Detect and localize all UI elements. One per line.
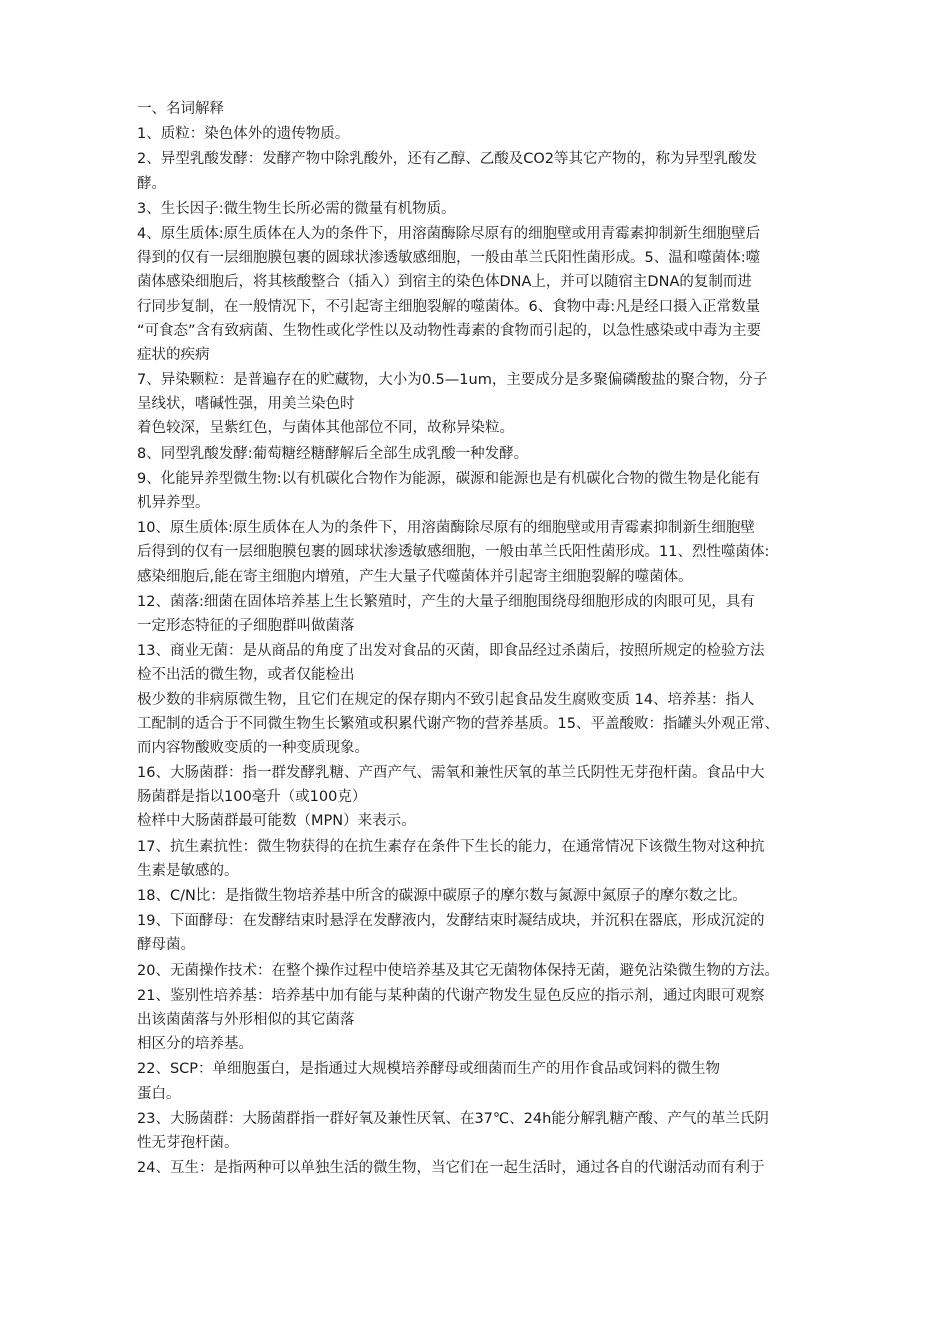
text-line: 相区分的培养基。 bbox=[137, 1036, 253, 1053]
text-line: 18、C/N比：是指微生物培养基中所含的碳源中碳原子的摩尔数与氮源中氮原子的摩尔数之比。 bbox=[137, 888, 747, 904]
text-line: 酵母菌。 bbox=[137, 937, 195, 954]
text-line: “可食态”含有致病菌、生物性或化学性以及动物性毒素的食物而引起的，以急性感染或中毒为主要 bbox=[137, 322, 762, 339]
text-line: 3、生长因子:微生物生长所必需的微量有机物质。 bbox=[137, 200, 456, 217]
text-line: 出该菌菌落与外形相似的其它菌落 bbox=[137, 1011, 355, 1028]
text-line: 菌体感染细胞后，将其核酸整合（插入）到宿主的染色体DNA上，并可以随宿主DNA的复制而进 bbox=[137, 274, 752, 291]
text-line: 7、异染颗粒：是普遍存在的贮藏物，大小为0.5—1um，主要成分是多聚偏磷酸盐的聚合物，分子 bbox=[137, 372, 768, 389]
text-line: 生素是敏感的。 bbox=[137, 862, 239, 879]
text-line: 蛋白。 bbox=[137, 1085, 181, 1102]
text-line: 检不出活的微生物，或者仅能检出 bbox=[137, 667, 355, 684]
text-line: 得到的仅有一层细胞膜包裹的圆球状渗透敏感细胞，一般由革兰氏阳性菌形成。5、温和噬菌体:噬 bbox=[137, 250, 761, 267]
text-line: 21、鉴别性培养基：培养基中加有能与某种菌的代谢产物发生显色反应的指示剂，通过肉眼可观察 bbox=[137, 987, 765, 1004]
text-line: 10、原生质体:原生质体在人为的条件下，用溶菌酶除尽原有的细胞壁或用青霉素抑制新生细胞壁 bbox=[137, 520, 755, 537]
document-body bbox=[137, 97, 837, 1180]
text-line: 2、异型乳酸发酵：发酵产物中除乳酸外，还有乙醇、乙酸及CO2等其它产物的，称为异型乳酸发 bbox=[137, 151, 757, 168]
text-line: 12、菌落:细菌在固体培养基上生长繁殖时，产生的大量子细胞围绕母细胞形成的肉眼可见，具有 bbox=[137, 593, 755, 610]
text-line: 感染细胞后,能在寄主细胞内增殖，产生大量子代噬菌体并引起寄主细胞裂解的噬菌体。 bbox=[137, 568, 693, 585]
text-line: 呈线状，嗜碱性强，用美兰染色时 bbox=[137, 396, 355, 413]
section-heading: 一、名词解释 bbox=[137, 101, 224, 117]
text-line: 工配制的适合于不同微生物生长繁殖或积累代谢产物的营养基质。15、平盖酸败：指罐头外观正常、 bbox=[137, 715, 779, 732]
text-line: 而内容物酸败变质的一种变质现象。 bbox=[137, 739, 369, 756]
text-line: 13、商业无菌：是从商品的角度了出发对食品的灭菌，即食品经过杀菌后，按照所规定的检验方法 bbox=[137, 643, 765, 660]
text-line: 后得到的仅有一层细胞膜包裹的圆球状渗透敏感细胞，一般由革兰氏阳性菌形成。11、烈性噬菌体: bbox=[137, 544, 770, 561]
text-line: 22、SCP：单细胞蛋白，是指通过大规模培养酵母或细菌而生产的用作食品或饲料的微生物 bbox=[137, 1061, 721, 1078]
text-line: 4、原生质体:原生质体在人为的条件下，用溶菌酶除尽原有的细胞壁或用青霉素抑制新生细胞壁后 bbox=[137, 225, 761, 242]
text-line: 20、无菌操作技术：在整个操作过程中使培养基及其它无菌物体保持无菌，避免沾染微生物的方法。 bbox=[137, 962, 779, 979]
text-line: 19、下面酵母：在发酵结束时悬浮在发酵液内，发酵结束时凝结成块，并沉积在器底，形成沉淀的 bbox=[137, 913, 765, 930]
text-line: 症状的疾病 bbox=[137, 346, 210, 363]
text-line: 8、同型乳酸发酵:葡萄糖经糖酵解后全部生成乳酸一种发酵。 bbox=[137, 445, 529, 462]
text-line: 17、抗生素抗性：微生物获得的在抗生素存在条件下生长的能力，在通常情况下该微生物对这种抗 bbox=[137, 838, 765, 855]
text-line: 酵。 bbox=[137, 175, 166, 192]
text-line: 23、大肠菌群：大肠菌群指一群好氧及兼性厌氧、在37℃、24h能分解乳糖产酸、产气的革兰氏阴 bbox=[137, 1110, 769, 1127]
text-line: 16、大肠菌群：指一群发酵乳糖、产酉产气、需氧和兼性厌氧的革兰氏阴性无芽孢杆菌。食品中大 bbox=[137, 765, 765, 782]
text-line: 极少数的非病原微生物，且它们在规定的保存期内不致引起食品发生腐败变质 14、培养基：指人 bbox=[137, 691, 755, 708]
text-line: 1、质粒：染色体外的遗传物质。 bbox=[137, 126, 350, 143]
text-line: 行同步复制，在一般情况下，不引起寄主细胞裂解的噬菌体。6、食物中毒:凡是经口摄入正常数量 bbox=[137, 298, 761, 315]
text-line: 9、化能异养型微生物:以有机碳化合物作为能源，碳源和能源也是有机碳化合物的微生物是化能有 bbox=[137, 470, 761, 487]
text-line: 肠菌群是指以100毫升（或100克） bbox=[137, 789, 367, 806]
text-line: 性无芽孢杆菌。 bbox=[137, 1134, 239, 1151]
text-line: 一定形态特征的子细胞群叫做菌落 bbox=[137, 617, 355, 634]
text-line: 着色较深，呈紫红色，与菌体其他部位不同，故称异染粒。 bbox=[137, 420, 514, 437]
text-line: 机异养型。 bbox=[137, 495, 210, 511]
text-line: 检样中大肠菌群最可能数（MPN）来表示。 bbox=[137, 813, 416, 830]
text-line: 24、互生：是指两种可以单独生活的微生物，当它们在一起生活时，通过各自的代谢活动而有利于 bbox=[137, 1160, 765, 1177]
